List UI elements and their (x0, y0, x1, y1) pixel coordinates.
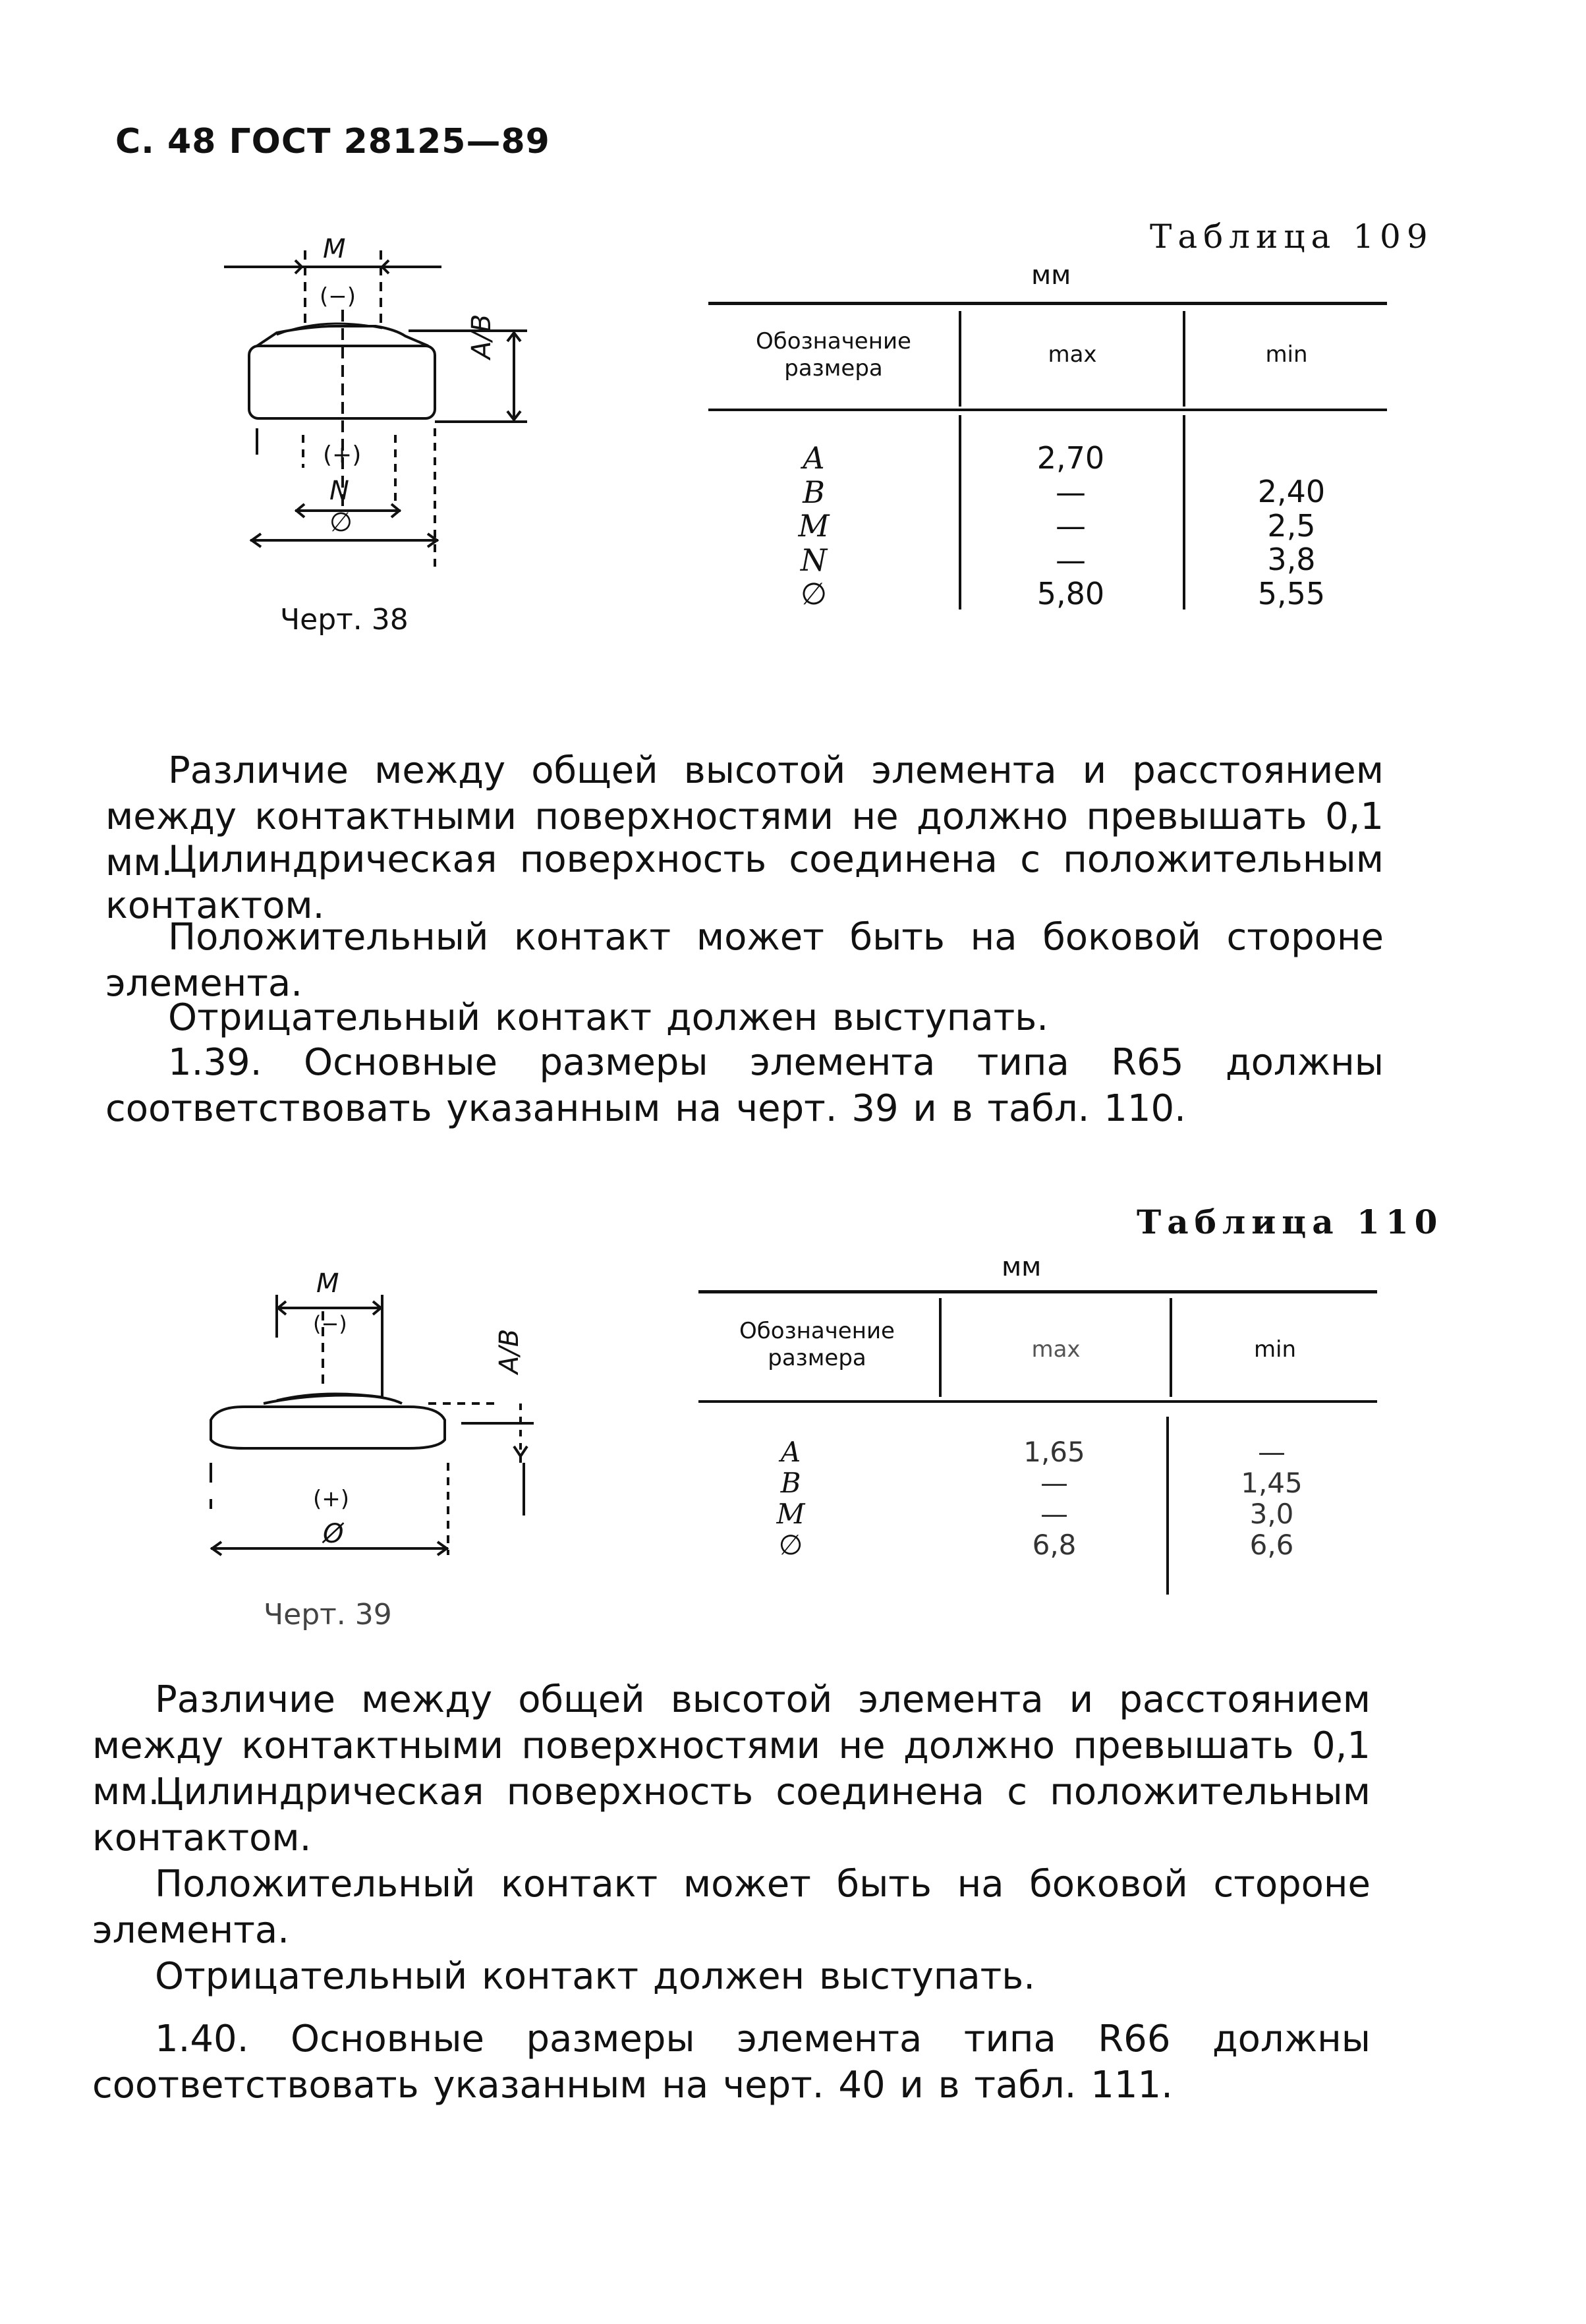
table-110-min-values (1206, 1436, 1338, 1560)
figure-38-drawing (217, 231, 534, 573)
table-row-label: M (776, 1498, 805, 1531)
table-109-vline (1183, 415, 1185, 609)
table-110-vline (939, 1298, 942, 1397)
label-m: M (323, 234, 346, 264)
paragraph: Различие между общей высотой элемента и расстоянием между контактными поверхностями не должно превышать 0,1 мм. (105, 749, 1384, 884)
table-cell: — (1056, 542, 1086, 578)
label-plus: (+) (313, 1486, 350, 1512)
table-110-vline (1170, 1298, 1172, 1397)
table-cell: 5,55 (1257, 575, 1326, 611)
table-cell: 6,6 (1249, 1529, 1294, 1562)
paragraph: Отрицательный контакт должен выступать. (155, 1955, 1036, 1998)
table-cell: 6,8 (1032, 1529, 1077, 1562)
paragraph: Положительный контакт может быть на боковой стороне элемента. (105, 916, 1384, 1005)
table-cell: 2,70 (1036, 440, 1105, 476)
table-row-label: N (800, 542, 828, 578)
table-110-labels (741, 1436, 840, 1560)
table-109-units: мм (1031, 260, 1071, 291)
figure-38-caption: Черт. 38 (280, 603, 409, 637)
paragraph: Цилиндрическая поверхность соединена с положительным контактом. (105, 838, 1384, 927)
label-m: M (316, 1268, 339, 1299)
table-cell: 2,5 (1267, 507, 1316, 544)
table-cell (1226, 441, 1357, 475)
table-row-label: ∅ (800, 576, 828, 612)
paragraph: Отрицательный контакт должен выступать. (168, 996, 1049, 1039)
table-109-caption: Таблица 109 (1150, 217, 1434, 256)
paragraph: 1.40. Основные размеры элемента типа R66 должны соответствовать указанным на черт. 40 и в табл. 111. (92, 2018, 1371, 2107)
table-cell: 3,0 (1249, 1498, 1294, 1531)
cell-body (211, 1407, 445, 1448)
table-110-vline (1166, 1417, 1169, 1595)
table-row-label: M (798, 508, 830, 544)
paragraph: 1.39. Основные размеры элемента типа R65 должны соответствовать указанным на черт. 39 и в табл. 110. (105, 1041, 1384, 1130)
table-row-label: A (780, 1436, 801, 1468)
label-dia: Ø (323, 1519, 344, 1549)
figure-39-drawing (191, 1272, 560, 1562)
table-110-col-designation (702, 1318, 932, 1372)
table-row-label: ∅ (778, 1529, 803, 1562)
paragraph: Цилиндрическая поверхность соединена с положительным контактом. (92, 1771, 1371, 1859)
table-109-min-values (1226, 441, 1357, 611)
table-109-head-rule (708, 409, 1387, 411)
table-cell: 1,45 (1241, 1467, 1303, 1500)
figure-39-caption: Черт. 39 (264, 1598, 392, 1631)
paragraph: Различие между общей высотой элемента и расстоянием между контактными поверхностями не должно превышать 0,1 мм. (92, 1678, 1371, 1813)
label-n: N (329, 476, 349, 506)
table-109-vline (959, 415, 961, 609)
table-cell: — (1258, 1436, 1286, 1468)
page-header: С. 48 ГОСТ 28125—89 (115, 122, 550, 161)
table-110-top-rule (698, 1290, 1377, 1293)
label-ab: A/B (494, 1328, 524, 1374)
table-row-label: B (803, 474, 825, 510)
table-cell: 2,40 (1257, 474, 1326, 509)
table-109-vline (959, 311, 961, 407)
table-109-col-min: min (1265, 341, 1308, 368)
table-110-head-rule (698, 1400, 1377, 1403)
table-row-label: A (803, 440, 825, 476)
table-cell: 1,65 (1023, 1436, 1085, 1468)
table-cell: — (1056, 474, 1086, 510)
col-header-line: размера (784, 354, 883, 382)
table-110-units: мм (1002, 1252, 1042, 1282)
table-110-col-max: max (1031, 1336, 1081, 1363)
table-110-caption: Таблица 110 (1137, 1203, 1444, 1241)
label-dia: ∅ (329, 507, 353, 538)
label-ab: A/B (467, 314, 497, 359)
table-cell: — (1056, 508, 1086, 544)
col-header-line: размера (768, 1344, 866, 1371)
table-cell: 3,8 (1267, 542, 1316, 578)
table-109-col-designation (718, 328, 949, 382)
col-header-line: Обозначение (739, 1318, 895, 1344)
col-header-line: Обозначение (756, 328, 911, 354)
table-109-max-values (995, 441, 1147, 611)
table-109-labels (764, 441, 863, 611)
table-cell: 5,80 (1036, 576, 1105, 612)
table-109-top-rule (708, 302, 1387, 305)
label-minus: (−) (320, 283, 356, 310)
table-cell: — (1040, 1498, 1068, 1531)
table-109-col-max: max (1048, 341, 1097, 368)
table-110-max-values (978, 1436, 1130, 1560)
label-plus: (+) (323, 441, 362, 468)
table-109-vline (1183, 311, 1185, 407)
table-row-label: B (780, 1467, 801, 1500)
paragraph: Положительный контакт может быть на боковой стороне элемента. (92, 1863, 1371, 1952)
label-minus: (−) (313, 1311, 347, 1336)
table-cell: — (1040, 1467, 1068, 1500)
table-110-col-min: min (1253, 1336, 1297, 1363)
